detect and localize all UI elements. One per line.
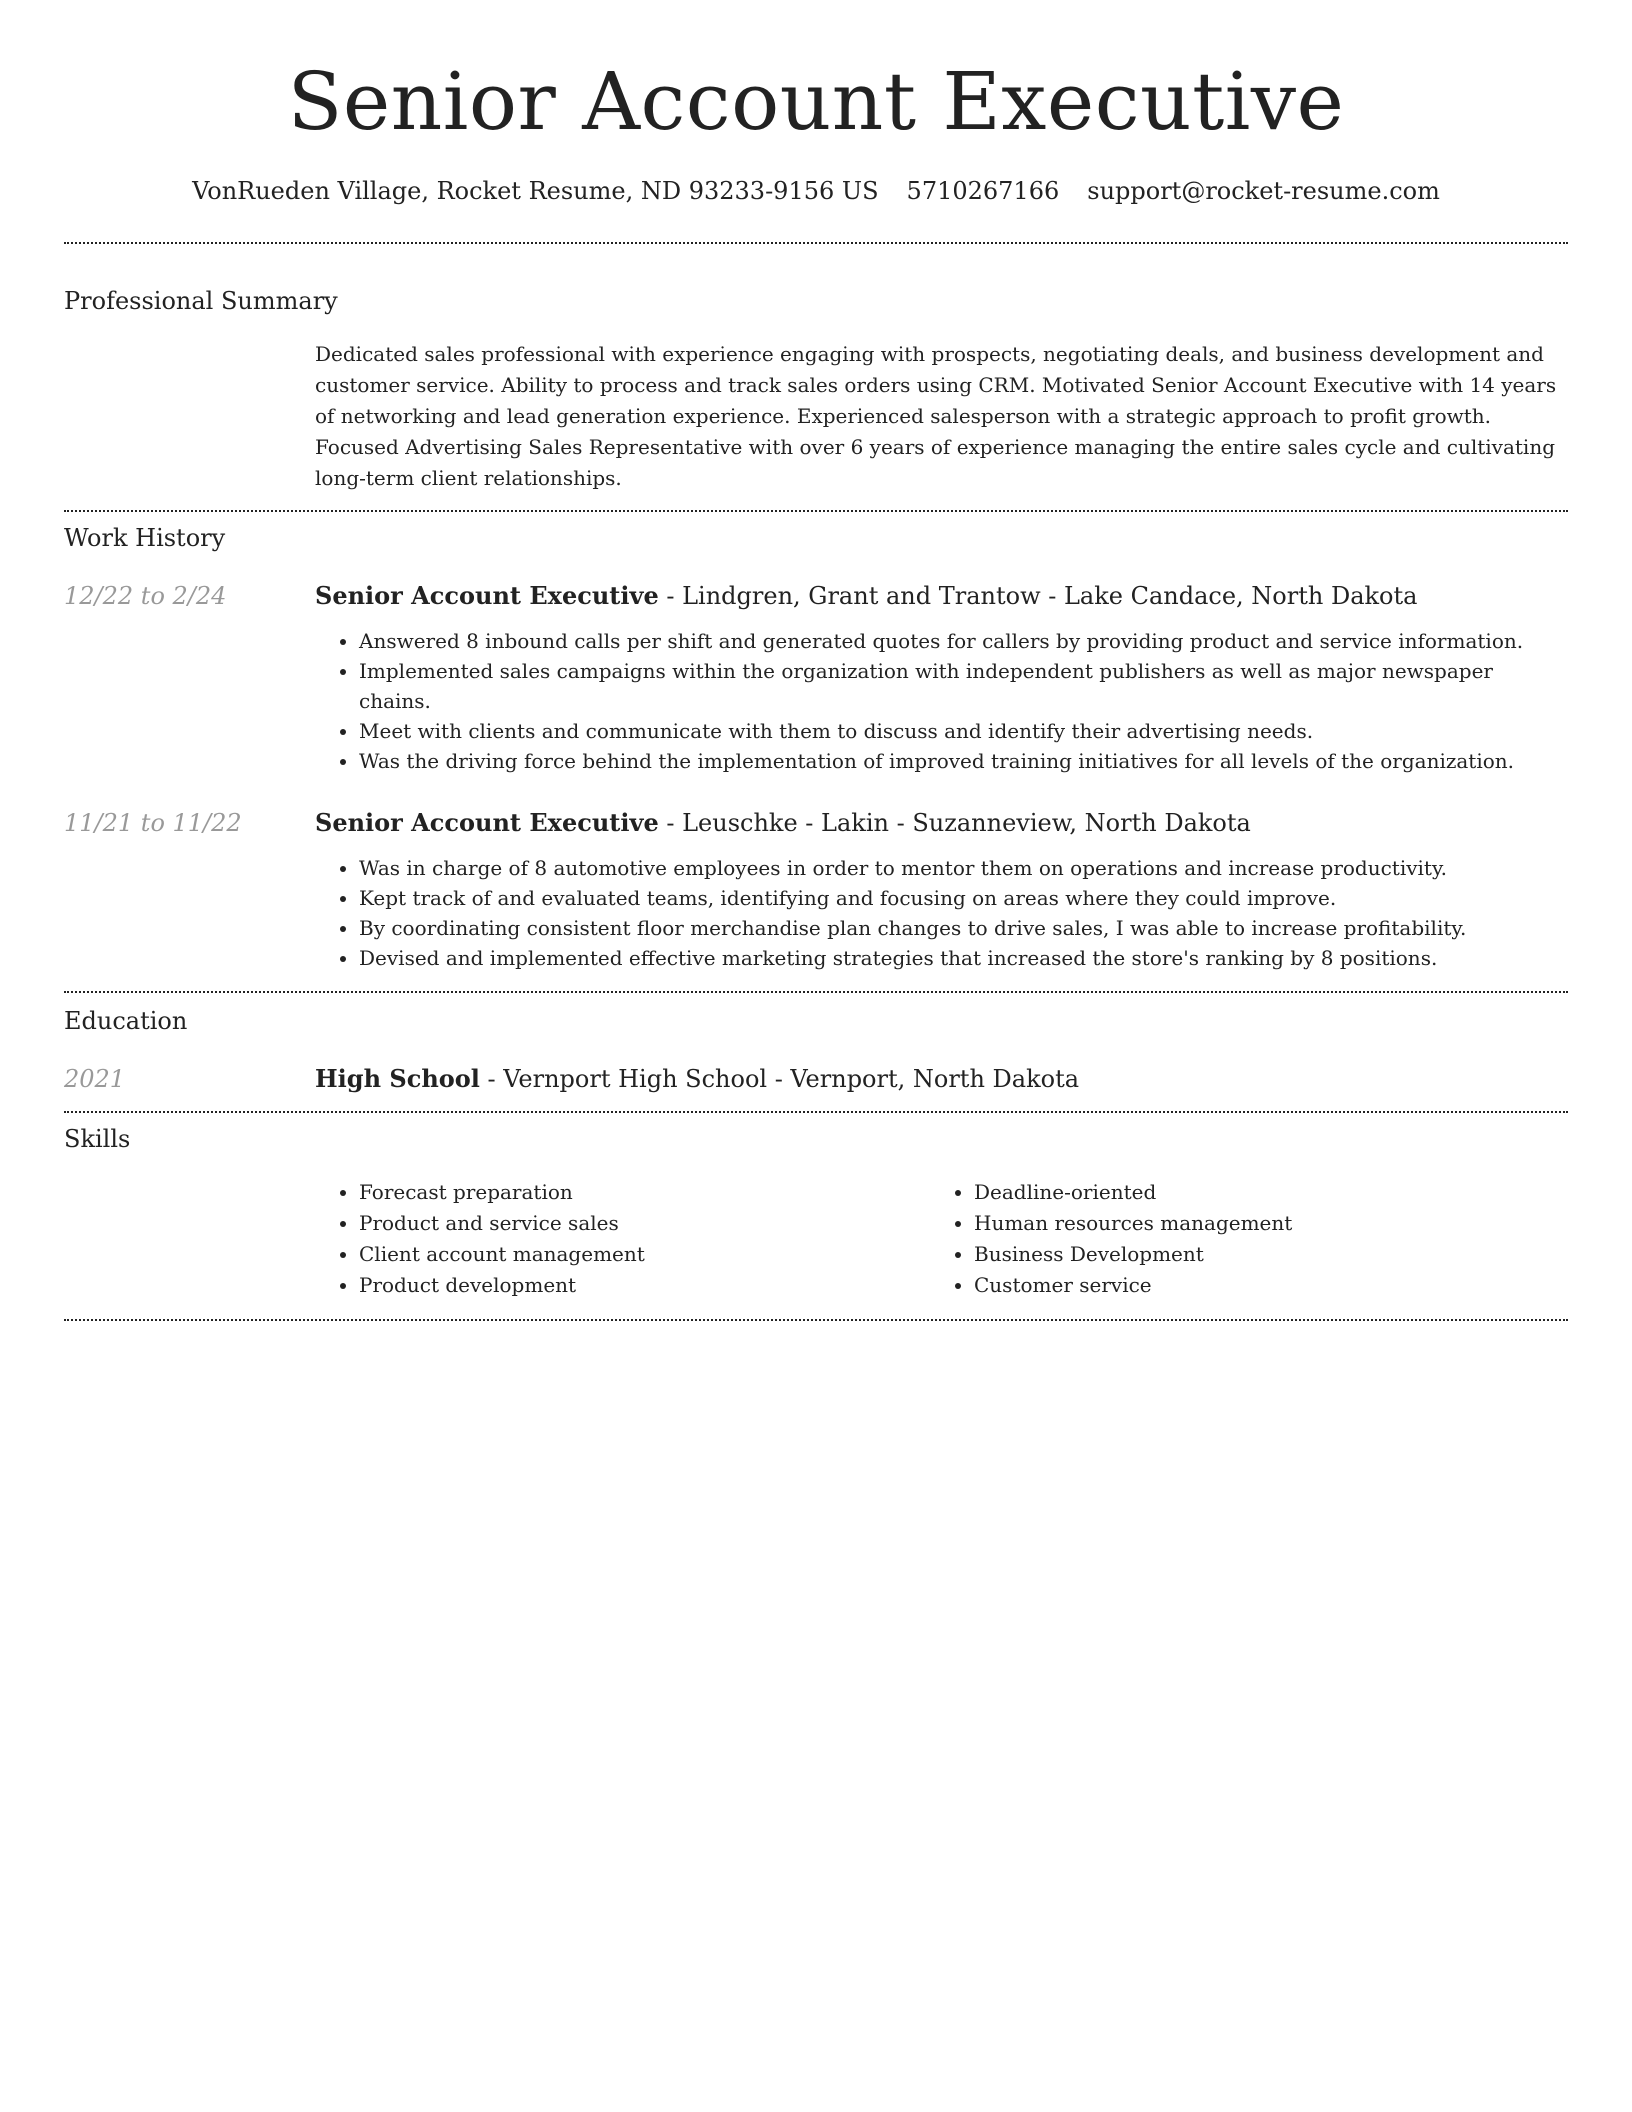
list-item: • Human resources management xyxy=(974,1208,1545,1239)
list-item: • Customer service xyxy=(974,1270,1545,1301)
contact-email: support@rocket-resume.com xyxy=(1087,177,1440,205)
list-item: • Was the driving force behind the implementation of improved training initiatives for all levels of the organization. xyxy=(359,746,1568,776)
work-history-section xyxy=(64,512,1568,973)
resume-title: Senior Account Executive xyxy=(287,55,1345,148)
skills-list-left xyxy=(315,1177,930,1301)
skills-heading: Skills xyxy=(64,1125,131,1153)
list-item: • Kept track of and evaluated teams, identifying and focusing on areas where they could improve. xyxy=(359,883,1568,913)
education-heading: Education xyxy=(64,1007,188,1035)
education-section xyxy=(64,993,1568,1095)
education-title xyxy=(315,1063,1568,1095)
contact-line xyxy=(64,174,1568,208)
skills-section xyxy=(64,1113,1568,1301)
list-item: • Forecast preparation xyxy=(359,1177,930,1208)
contact-address: VonRueden Village, Rocket Resume, ND 93233-9156 US xyxy=(192,177,879,205)
job-bullets xyxy=(315,853,1568,973)
job-title xyxy=(315,807,1568,839)
job-entry xyxy=(64,580,1568,776)
list-item: • By coordinating consistent floor merchandise plan changes to drive sales, I was able to increase profitability. xyxy=(359,913,1568,943)
job-entry xyxy=(64,807,1568,973)
list-item: • Implemented sales campaigns within the organization with independent publishers as well as major newspaper chains. xyxy=(359,656,1568,716)
list-item: • Was in charge of 8 automotive employees in order to mentor them on operations and increase productivity. xyxy=(359,853,1568,883)
job-position: Senior Account Executive xyxy=(315,581,659,610)
list-item: • Devised and implemented effective marketing strategies that increased the store's ranking by 8 positions. xyxy=(359,943,1568,973)
list-item: • Product and service sales xyxy=(359,1208,930,1239)
skills-list-right xyxy=(930,1177,1545,1301)
list-item: • Client account management xyxy=(359,1239,930,1270)
work-history-heading: Work History xyxy=(64,524,226,552)
job-dates: 12/22 to 2/24 xyxy=(64,582,227,610)
list-item: • Deadline-oriented xyxy=(974,1177,1545,1208)
education-details: - Vernport High School - Vernport, North Dakota xyxy=(479,1065,1080,1093)
skills-columns xyxy=(315,1177,1568,1301)
section-divider xyxy=(64,1319,1568,1321)
contact-phone: 5710267166 xyxy=(906,177,1060,205)
summary-heading: Professional Summary xyxy=(64,287,338,315)
list-item: • Business Development xyxy=(974,1239,1545,1270)
job-bullets xyxy=(315,626,1568,776)
summary-text: Dedicated sales professional with experience engaging with prospects, negotiating deals, and business development and customer service. Ability to process and track sales orders using CRM. Motivated Senior Account Executive with 14 years of networking and lead generation experience. Experienced salesperson with a strategic approach to profit growth. Focused Advertising Sales Representative with over 6 years of experience managing the entire sales cycle and cultivating long-term client relationships. xyxy=(315,342,1557,490)
education-degree: High School xyxy=(315,1064,480,1093)
job-details: - Lindgren, Grant and Trantow - Lake Candace, North Dakota xyxy=(658,582,1418,610)
list-item: • Answered 8 inbound calls per shift and generated quotes for callers by providing product and service information. xyxy=(359,626,1568,656)
job-title xyxy=(315,580,1568,612)
education-year: 2021 xyxy=(64,1065,126,1093)
summary-section xyxy=(64,244,1568,494)
list-item: • Meet with clients and communicate with them to discuss and identify their advertising needs. xyxy=(359,716,1568,746)
education-entry xyxy=(64,1063,1568,1095)
job-details: - Leuschke - Lakin - Suzanneview, North Dakota xyxy=(658,809,1251,837)
job-position: Senior Account Executive xyxy=(315,808,659,837)
job-dates: 11/21 to 11/22 xyxy=(64,809,242,837)
list-item: • Product development xyxy=(359,1270,930,1301)
